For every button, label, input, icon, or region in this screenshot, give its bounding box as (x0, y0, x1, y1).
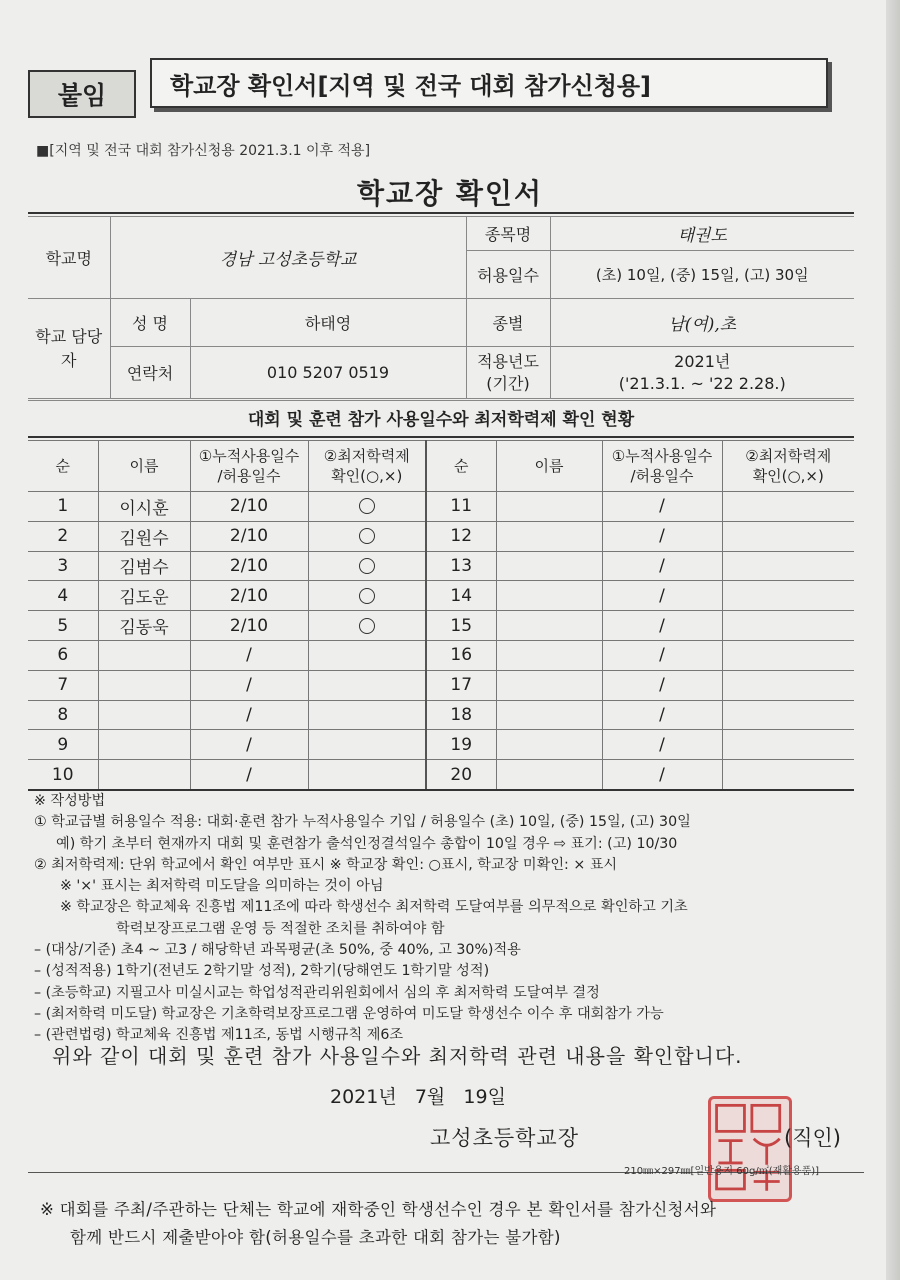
attachment-tag: 붙임 (28, 70, 136, 118)
cell-no: 17 (426, 670, 496, 700)
cell-no: 20 (426, 760, 496, 790)
cell-days: 2/10 (190, 581, 308, 611)
document-title: 학교장 확인서 (356, 177, 544, 210)
table-row (28, 730, 854, 760)
cell-min-check (308, 700, 426, 730)
cell-min-check (722, 492, 854, 522)
cell-no: 10 (28, 760, 98, 790)
official-seal-stamp (708, 1096, 792, 1202)
cell-no: 7 (28, 670, 98, 700)
year-label: 적용년도 (기간) (466, 347, 550, 399)
cell-min-check (308, 521, 426, 551)
col-days-line2: /허용일수 (630, 467, 694, 485)
cell-no: 14 (426, 581, 496, 611)
cell-name (496, 492, 602, 522)
col-min-right (722, 441, 854, 492)
cell-min-check (722, 551, 854, 581)
col-min-line2: 확인(○,×) (752, 467, 824, 485)
detail-5: – (관련법령) 학교체육 진흥법 제11조, 동법 시행규칙 제6조 (34, 1027, 404, 1044)
applicability-note: ■[지역 및 전국 대회 참가신청용 2021.3.1 이후 적용] (36, 143, 371, 159)
footnote-line-2: 함께 반드시 제출받아야 함(허용일수를 초과한 대회 참가는 불가함) (70, 1228, 561, 1247)
detail-3: – (초등학교) 지필고사 미실시교는 학업성적관리위원회에서 심의 후 최저학력 도달여부 결정 (34, 984, 600, 1001)
cell-name: 김원수 (98, 521, 190, 551)
cell-no: 16 (426, 640, 496, 670)
table-row (28, 611, 854, 641)
note-4-cont: 학력보장프로그램 운영 등 적절한 조치를 취하여야 함 (116, 920, 445, 937)
cell-days: / (190, 640, 308, 670)
writing-instructions (34, 791, 864, 1047)
cell-days: / (602, 760, 722, 790)
cell-days: / (602, 581, 722, 611)
note-4: ※ 학교장은 학교체육 진흥법 제11조에 따라 학생선수 최저학력 도달여부를 의무적으로 확인하고 기초 (60, 899, 688, 916)
circle-check-mark (359, 558, 375, 574)
cell-name (496, 640, 602, 670)
cell-days: / (602, 611, 722, 641)
col-min-line1: ②최저학력제 (323, 447, 410, 465)
cell-min-check (308, 760, 426, 790)
cell-name (496, 700, 602, 730)
cell-name (98, 700, 190, 730)
circle-check-mark (359, 498, 375, 514)
table-header-row (28, 441, 854, 492)
cell-min-check (308, 670, 426, 700)
table-row (28, 670, 854, 700)
col-days-left (190, 441, 308, 492)
cell-no: 12 (426, 521, 496, 551)
note-2: ② 최저학력제: 단위 학교에서 확인 여부만 표시 ※ 학교장 확인: ○표시, 학교장 미확인: × 표시 (34, 856, 618, 873)
footnote-line-1: ※ 대회를 주최/주관하는 단체는 학교에 재학중인 학생선수인 경우 본 확인서를 참가신청서와 (40, 1200, 717, 1219)
col-no-right: 순 (426, 441, 496, 492)
col-min-line2: 확인(○,×) (331, 467, 403, 485)
cell-days: / (602, 670, 722, 700)
school-label: 학교명 (28, 217, 110, 299)
gender-label: 종별 (466, 299, 550, 347)
cell-no: 13 (426, 551, 496, 581)
col-min-left (308, 441, 426, 492)
cell-name (98, 670, 190, 700)
contact-value: 010 5207 0519 (190, 347, 466, 399)
gender-value: 남(여),초 (550, 299, 854, 347)
cell-name: 김도운 (98, 581, 190, 611)
cell-min-check (308, 611, 426, 641)
year-value-line1: 2021년 (674, 351, 731, 371)
circle-check-mark (359, 588, 375, 604)
table-row (28, 760, 854, 790)
name-value: 하태영 (190, 299, 466, 347)
cell-name (496, 730, 602, 760)
school-info-table (28, 216, 854, 399)
col-days-line2: /허용일수 (217, 467, 281, 485)
notes-heading: ※ 작성방법 (34, 793, 106, 809)
col-days-line1: ①누적사용일수 (198, 447, 300, 465)
name-label: 성 명 (110, 299, 190, 347)
cell-days: / (602, 640, 722, 670)
cell-days: 2/10 (190, 551, 308, 581)
athlete-status-table (28, 440, 854, 791)
cell-days: / (602, 492, 722, 522)
issue-date: 2021년 7월 19일 (330, 1086, 506, 1108)
seal-label: (직인) (784, 1126, 841, 1150)
cell-name (98, 730, 190, 760)
submission-footnote (40, 1196, 716, 1252)
principal-signature-line: 고성초등학교장 (430, 1126, 580, 1150)
col-days-line1: ①누적사용일수 (611, 447, 713, 465)
school-value: 경남 고성초등학교 (110, 217, 466, 299)
contact-label: 연락처 (110, 347, 190, 399)
cell-no: 18 (426, 700, 496, 730)
col-no-left: 순 (28, 441, 98, 492)
cell-name (496, 670, 602, 700)
allowed-days-value: (초) 10일, (중) 15일, (고) 30일 (550, 251, 854, 299)
cell-no: 19 (426, 730, 496, 760)
cell-name (98, 640, 190, 670)
detail-4: – (최저학력 미도달) 학교장은 기초학력보장프로그램 운영하여 미도달 학생선수 이수 후 대회참가 가능 (34, 1005, 664, 1022)
cell-days: / (602, 700, 722, 730)
cell-name (496, 581, 602, 611)
cell-min-check (722, 640, 854, 670)
cell-no: 6 (28, 640, 98, 670)
cell-name (98, 760, 190, 790)
circle-check-mark (359, 618, 375, 634)
title-rule (28, 212, 854, 214)
cell-min-check (308, 581, 426, 611)
cell-name (496, 521, 602, 551)
table-row (28, 700, 854, 730)
status-section-title: 대회 및 훈련 참가 사용일수와 최저학력제 확인 현황 (28, 400, 854, 438)
manager-label: 학교 담당자 (28, 299, 110, 399)
cell-min-check (722, 760, 854, 790)
cell-no: 5 (28, 611, 98, 641)
cell-no: 4 (28, 581, 98, 611)
cell-name: 김범수 (98, 551, 190, 581)
note-3: ※ '×' 표시는 최저학력 미도달을 의미하는 것이 아님 (60, 878, 384, 895)
cell-min-check (722, 521, 854, 551)
header-title: 학교장 확인서[지역 및 전국 대회 참가신청용] (150, 58, 828, 108)
cell-days: 2/10 (190, 521, 308, 551)
cell-no: 3 (28, 551, 98, 581)
cell-min-check (722, 611, 854, 641)
cell-no: 9 (28, 730, 98, 760)
table-row (28, 581, 854, 611)
cell-min-check (308, 640, 426, 670)
note-1-example: 예) 학기 초부터 현재까지 대회 및 훈련참가 출석인정결석일수 총합이 10일 경우 ⇨ 표기: (고) 10/30 (56, 835, 678, 852)
year-value (550, 347, 854, 399)
event-label: 종목명 (466, 217, 550, 251)
cell-days: / (190, 760, 308, 790)
cell-days: / (190, 700, 308, 730)
cell-min-check (722, 670, 854, 700)
col-name-right: 이름 (496, 441, 602, 492)
cell-days: / (602, 521, 722, 551)
event-value: 태권도 (550, 217, 854, 251)
paper-size-note: 210㎜×297㎜[일반용지 60g/㎡(재활용품)] (624, 1166, 820, 1177)
cell-days: / (602, 551, 722, 581)
cell-days: / (602, 730, 722, 760)
confirmation-statement: 위와 같이 대회 및 훈련 참가 사용일수와 최저학력 관련 내용을 확인합니다. (52, 1044, 743, 1068)
col-name-left: 이름 (98, 441, 190, 492)
cell-no: 11 (426, 492, 496, 522)
table-row (28, 640, 854, 670)
cell-days: 2/10 (190, 492, 308, 522)
cell-min-check (722, 581, 854, 611)
cell-min-check (308, 492, 426, 522)
detail-2: – (성적적용) 1학기(전년도 2학기말 성적), 2학기(당해연도 1학기말 성적) (34, 963, 490, 980)
cell-min-check (308, 730, 426, 760)
cell-min-check (308, 551, 426, 581)
col-days-right (602, 441, 722, 492)
cell-no: 1 (28, 492, 98, 522)
table-row (28, 551, 854, 581)
cell-days: / (190, 670, 308, 700)
cell-no: 15 (426, 611, 496, 641)
table-row (28, 492, 854, 522)
cell-days: 2/10 (190, 611, 308, 641)
cell-min-check (722, 700, 854, 730)
allowed-days-label: 허용일수 (466, 251, 550, 299)
note-1: ① 학교급별 허용일수 적용: 대회·훈련 참가 누적사용일수 기입 / 허용일수 (초) 10일, (중) 15일, (고) 30일 (34, 814, 691, 831)
cell-name (496, 611, 602, 641)
table-row (28, 521, 854, 551)
cell-name: 이시훈 (98, 492, 190, 522)
seal-graphic (711, 1099, 789, 1199)
year-value-line2: ('21.3.1. ~ '22 2.28.) (618, 373, 786, 393)
col-min-line1: ②최저학력제 (745, 447, 832, 465)
cell-no: 2 (28, 521, 98, 551)
cell-name (496, 551, 602, 581)
cell-name: 김동욱 (98, 611, 190, 641)
cell-min-check (722, 730, 854, 760)
circle-check-mark (359, 528, 375, 544)
detail-1: – (대상/기준) 초4 ~ 고3 / 해당학년 과목평균(초 50%, 중 40%, 고 30%)적용 (34, 942, 521, 959)
cell-days: / (190, 730, 308, 760)
cell-no: 8 (28, 700, 98, 730)
document-header (28, 58, 832, 116)
cell-name (496, 760, 602, 790)
